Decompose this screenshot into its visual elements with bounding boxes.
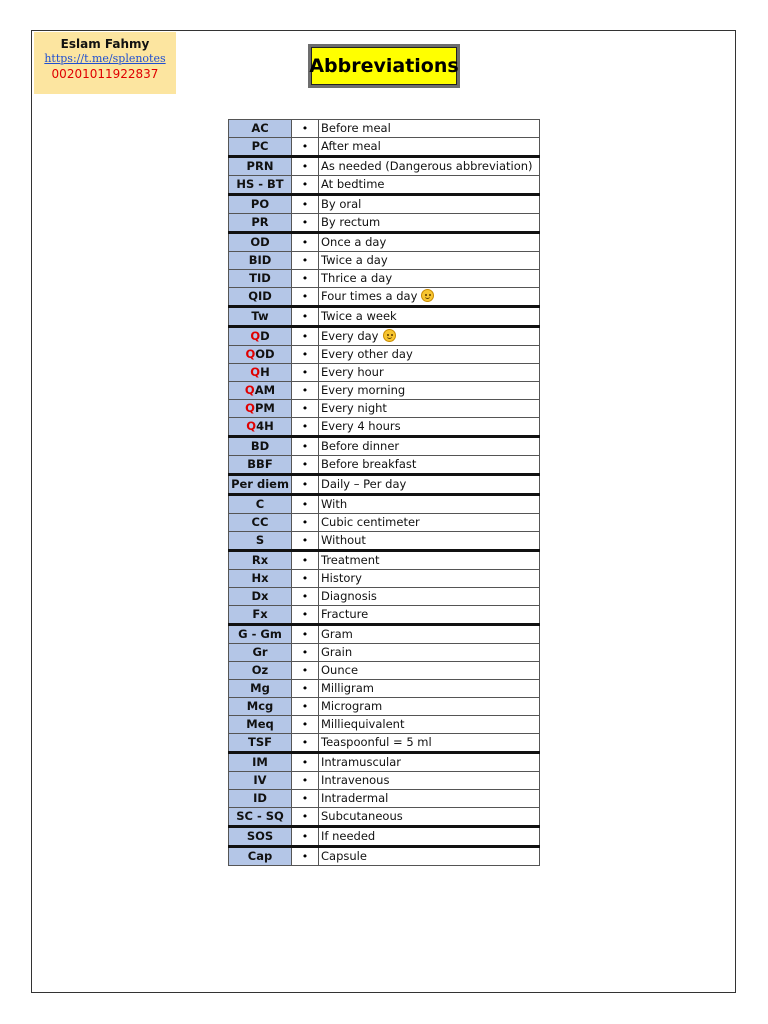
q-prefix: Q xyxy=(250,365,261,379)
meaning-text: Before breakfast xyxy=(321,457,417,471)
abbreviation-meaning xyxy=(319,270,540,288)
table-row xyxy=(229,606,540,625)
meaning-text: Capsule xyxy=(321,849,367,863)
abbreviation-meaning xyxy=(319,176,540,195)
bullet: • xyxy=(292,588,319,606)
abbreviation-code xyxy=(229,644,292,662)
meaning-text: Intramuscular xyxy=(321,755,402,769)
code-text: Gr xyxy=(252,645,268,659)
abbreviation-meaning xyxy=(319,847,540,866)
abbreviation-code xyxy=(229,270,292,288)
abbreviation-meaning xyxy=(319,495,540,514)
abbreviation-meaning xyxy=(319,475,540,495)
abbreviation-meaning xyxy=(319,364,540,382)
table-row xyxy=(229,437,540,456)
abbreviation-code xyxy=(229,847,292,866)
code-text: Cap xyxy=(247,849,273,863)
meaning-text: If needed xyxy=(321,829,376,843)
code-text: Oz xyxy=(251,663,269,677)
bullet: • xyxy=(292,827,319,847)
bullet: • xyxy=(292,176,319,195)
abbreviation-meaning xyxy=(319,514,540,532)
q-prefix: Q xyxy=(250,329,261,343)
abbreviation-code xyxy=(229,808,292,827)
meaning-text: As needed (Dangerous abbreviation) xyxy=(321,159,533,173)
abbreviation-meaning xyxy=(319,662,540,680)
bullet: • xyxy=(292,270,319,288)
code-text: D xyxy=(260,329,270,343)
code-text: SOS xyxy=(246,829,274,843)
code-text: IM xyxy=(252,755,268,769)
table-row xyxy=(229,138,540,157)
table-row xyxy=(229,233,540,252)
code-text: G - Gm xyxy=(238,627,282,641)
code-text: PM xyxy=(254,401,275,415)
meaning-text: With xyxy=(321,497,348,511)
meaning-text: Twice a day xyxy=(321,253,388,267)
code-text: Meq xyxy=(246,717,274,731)
bullet: • xyxy=(292,252,319,270)
meaning-text: Without xyxy=(321,533,366,547)
abbreviation-meaning xyxy=(319,734,540,753)
abbreviation-meaning xyxy=(319,346,540,364)
table-row xyxy=(229,716,540,734)
table-row xyxy=(229,214,540,233)
code-text: HS - BT xyxy=(236,177,284,191)
abbreviation-meaning xyxy=(319,716,540,734)
table-row xyxy=(229,827,540,847)
code-text: TSF xyxy=(248,735,272,749)
bullet: • xyxy=(292,847,319,866)
abbreviation-code xyxy=(229,495,292,514)
table-row xyxy=(229,514,540,532)
table-row xyxy=(229,456,540,475)
smiley-emoji-icon xyxy=(421,289,434,302)
abbreviation-meaning xyxy=(319,437,540,456)
bullet: • xyxy=(292,327,319,346)
table-row xyxy=(229,753,540,772)
abbreviation-meaning xyxy=(319,288,540,307)
bullet: • xyxy=(292,698,319,716)
table-row xyxy=(229,588,540,606)
table-row xyxy=(229,252,540,270)
abbreviation-code xyxy=(229,716,292,734)
table-row xyxy=(229,644,540,662)
code-text: BID xyxy=(248,253,272,267)
abbreviation-meaning xyxy=(319,307,540,327)
abbreviation-meaning xyxy=(319,570,540,588)
meaning-text: Every night xyxy=(321,401,387,415)
abbreviation-meaning xyxy=(319,327,540,346)
bullet: • xyxy=(292,475,319,495)
abbreviation-code xyxy=(229,514,292,532)
abbreviation-meaning xyxy=(319,400,540,418)
abbreviation-code xyxy=(229,625,292,644)
meaning-text: Milligram xyxy=(321,681,374,695)
table-row xyxy=(229,346,540,364)
author-link[interactable]: https://t.me/splenotes xyxy=(44,52,166,65)
code-text: Dx xyxy=(251,589,269,603)
abbreviation-code xyxy=(229,551,292,570)
bullet: • xyxy=(292,437,319,456)
bullet: • xyxy=(292,195,319,214)
table-row xyxy=(229,288,540,307)
bullet: • xyxy=(292,514,319,532)
q-prefix: Q xyxy=(244,383,255,397)
table-row xyxy=(229,307,540,327)
table-row xyxy=(229,157,540,176)
abbreviation-meaning xyxy=(319,252,540,270)
abbreviation-meaning xyxy=(319,753,540,772)
abbreviation-meaning xyxy=(319,827,540,847)
bullet: • xyxy=(292,716,319,734)
abbreviation-code xyxy=(229,400,292,418)
meaning-text: Subcutaneous xyxy=(321,809,403,823)
bullet: • xyxy=(292,644,319,662)
q-prefix: Q xyxy=(245,401,255,415)
abbreviation-code xyxy=(229,138,292,157)
abbreviation-meaning xyxy=(319,680,540,698)
smiley-emoji-icon xyxy=(383,329,396,342)
meaning-text: Every morning xyxy=(321,383,406,397)
meaning-text: By oral xyxy=(321,197,362,211)
code-text: ID xyxy=(253,791,267,805)
meaning-text: After meal xyxy=(321,139,381,153)
bullet: • xyxy=(292,346,319,364)
code-text: Fx xyxy=(252,607,268,621)
abbreviations-table-body xyxy=(229,120,540,866)
abbreviation-code xyxy=(229,418,292,437)
abbreviation-code xyxy=(229,176,292,195)
abbreviation-code xyxy=(229,753,292,772)
abbreviation-code xyxy=(229,532,292,551)
meaning-text: Intradermal xyxy=(321,791,389,805)
table-row xyxy=(229,120,540,138)
abbreviation-meaning xyxy=(319,120,540,138)
meaning-text: Grain xyxy=(321,645,353,659)
abbreviation-meaning xyxy=(319,138,540,157)
code-text: C xyxy=(255,497,265,511)
meaning-text: Before dinner xyxy=(321,439,400,453)
bullet: • xyxy=(292,120,319,138)
bullet: • xyxy=(292,570,319,588)
abbreviation-code xyxy=(229,662,292,680)
meaning-text: Four times a day xyxy=(321,289,418,303)
meaning-text: Every other day xyxy=(321,347,413,361)
q-prefix: Q xyxy=(245,347,256,361)
bullet: • xyxy=(292,138,319,157)
code-text: Per diem xyxy=(231,477,289,491)
code-text: IV xyxy=(253,773,267,787)
abbreviation-code xyxy=(229,772,292,790)
table-row xyxy=(229,364,540,382)
meaning-text: Thrice a day xyxy=(321,271,393,285)
author-box xyxy=(34,32,176,94)
code-text: Hx xyxy=(251,571,269,585)
meaning-text: Every hour xyxy=(321,365,384,379)
meaning-text: Ounce xyxy=(321,663,359,677)
bullet: • xyxy=(292,456,319,475)
table-row xyxy=(229,570,540,588)
code-text: AM xyxy=(254,383,276,397)
code-text: SC - SQ xyxy=(236,809,284,823)
abbreviation-code xyxy=(229,233,292,252)
bullet: • xyxy=(292,364,319,382)
bullet: • xyxy=(292,418,319,437)
code-text: PC xyxy=(251,139,269,153)
meaning-text: Every day xyxy=(321,329,379,343)
meaning-text: At bedtime xyxy=(321,177,385,191)
bullet: • xyxy=(292,790,319,808)
abbreviation-code xyxy=(229,346,292,364)
abbreviation-code xyxy=(229,364,292,382)
abbreviation-code xyxy=(229,382,292,400)
abbreviation-code xyxy=(229,157,292,176)
meaning-text: History xyxy=(321,571,362,585)
code-text: Rx xyxy=(251,553,269,567)
code-text: PRN xyxy=(246,159,274,173)
abbreviation-meaning xyxy=(319,382,540,400)
bullet: • xyxy=(292,808,319,827)
title-inner xyxy=(311,47,457,85)
bullet: • xyxy=(292,288,319,307)
abbreviation-meaning xyxy=(319,532,540,551)
bullet: • xyxy=(292,382,319,400)
table-row xyxy=(229,790,540,808)
meaning-text: Daily – Per day xyxy=(321,477,407,491)
abbreviation-code xyxy=(229,698,292,716)
table-row xyxy=(229,176,540,195)
code-text: AC xyxy=(251,121,269,135)
bullet: • xyxy=(292,625,319,644)
abbreviation-meaning xyxy=(319,772,540,790)
abbreviation-code xyxy=(229,195,292,214)
table-row xyxy=(229,551,540,570)
abbreviation-meaning xyxy=(319,808,540,827)
abbreviation-code xyxy=(229,680,292,698)
bullet: • xyxy=(292,495,319,514)
bullet: • xyxy=(292,772,319,790)
author-name: Eslam Fahmy xyxy=(60,37,150,51)
page-title: Abbreviations xyxy=(309,55,459,77)
bullet: • xyxy=(292,532,319,551)
code-text: PO xyxy=(250,197,270,211)
table-row xyxy=(229,418,540,437)
table-row xyxy=(229,195,540,214)
table-row xyxy=(229,495,540,514)
table-row xyxy=(229,532,540,551)
bullet: • xyxy=(292,400,319,418)
meaning-text: By rectum xyxy=(321,215,381,229)
code-text: 4H xyxy=(256,419,274,433)
table-row xyxy=(229,270,540,288)
abbreviation-code xyxy=(229,827,292,847)
table-row xyxy=(229,808,540,827)
code-text: PR xyxy=(251,215,269,229)
abbreviation-meaning xyxy=(319,551,540,570)
meaning-text: Fracture xyxy=(321,607,369,621)
abbreviation-meaning xyxy=(319,644,540,662)
code-text: S xyxy=(255,533,265,547)
bullet: • xyxy=(292,734,319,753)
code-text: QID xyxy=(248,289,272,303)
meaning-text: Cubic centimeter xyxy=(321,515,420,529)
bullet: • xyxy=(292,753,319,772)
abbreviation-meaning xyxy=(319,214,540,233)
table-row xyxy=(229,847,540,866)
title-box xyxy=(308,44,460,88)
abbreviation-meaning xyxy=(319,233,540,252)
bullet: • xyxy=(292,214,319,233)
abbreviation-meaning xyxy=(319,790,540,808)
abbreviation-meaning xyxy=(319,588,540,606)
meaning-text: Microgram xyxy=(321,699,383,713)
meaning-text: Intravenous xyxy=(321,773,390,787)
abbreviation-code xyxy=(229,790,292,808)
meaning-text: Every 4 hours xyxy=(321,419,401,433)
meaning-text: Once a day xyxy=(321,235,387,249)
code-text: CC xyxy=(251,515,269,529)
table-row xyxy=(229,680,540,698)
abbreviation-code xyxy=(229,120,292,138)
bullet: • xyxy=(292,551,319,570)
abbreviation-meaning xyxy=(319,456,540,475)
bullet: • xyxy=(292,307,319,327)
abbreviation-code xyxy=(229,734,292,753)
abbreviation-meaning xyxy=(319,157,540,176)
abbreviation-code xyxy=(229,327,292,346)
abbreviation-meaning xyxy=(319,418,540,437)
meaning-text: Before meal xyxy=(321,121,391,135)
table-row xyxy=(229,772,540,790)
abbreviation-meaning xyxy=(319,625,540,644)
bullet: • xyxy=(292,606,319,625)
code-text: H xyxy=(260,365,270,379)
code-text: OD xyxy=(250,235,270,249)
meaning-text: Gram xyxy=(321,627,353,641)
code-text: Mg xyxy=(250,681,270,695)
meaning-text: Treatment xyxy=(321,553,380,567)
abbreviation-meaning xyxy=(319,606,540,625)
abbreviation-code xyxy=(229,214,292,233)
abbreviation-code xyxy=(229,606,292,625)
abbreviation-code xyxy=(229,475,292,495)
abbreviation-code xyxy=(229,288,292,307)
abbreviations-table xyxy=(228,119,540,866)
q-prefix: Q xyxy=(246,419,257,433)
table-row xyxy=(229,475,540,495)
code-text: BD xyxy=(250,439,270,453)
bullet: • xyxy=(292,680,319,698)
abbreviation-code xyxy=(229,588,292,606)
table-row xyxy=(229,327,540,346)
code-text: BBF xyxy=(247,457,273,471)
code-text: Mcg xyxy=(246,699,274,713)
abbreviation-meaning xyxy=(319,698,540,716)
code-text: Tw xyxy=(251,309,269,323)
table-row xyxy=(229,662,540,680)
table-row xyxy=(229,382,540,400)
code-text: OD xyxy=(255,347,275,361)
abbreviation-code xyxy=(229,252,292,270)
meaning-text: Diagnosis xyxy=(321,589,377,603)
abbreviation-meaning xyxy=(319,195,540,214)
table-row xyxy=(229,734,540,753)
bullet: • xyxy=(292,233,319,252)
abbreviation-code xyxy=(229,307,292,327)
meaning-text: Teaspoonful = 5 ml xyxy=(321,735,432,749)
bullet: • xyxy=(292,157,319,176)
abbreviation-code xyxy=(229,570,292,588)
table-row xyxy=(229,698,540,716)
table-row xyxy=(229,625,540,644)
author-phone: 00201011922837 xyxy=(51,67,159,81)
bullet: • xyxy=(292,662,319,680)
table-row xyxy=(229,400,540,418)
meaning-text: Twice a week xyxy=(321,309,397,323)
code-text: TID xyxy=(249,271,271,285)
abbreviation-code xyxy=(229,437,292,456)
meaning-text: Milliequivalent xyxy=(321,717,405,731)
abbreviation-code xyxy=(229,456,292,475)
